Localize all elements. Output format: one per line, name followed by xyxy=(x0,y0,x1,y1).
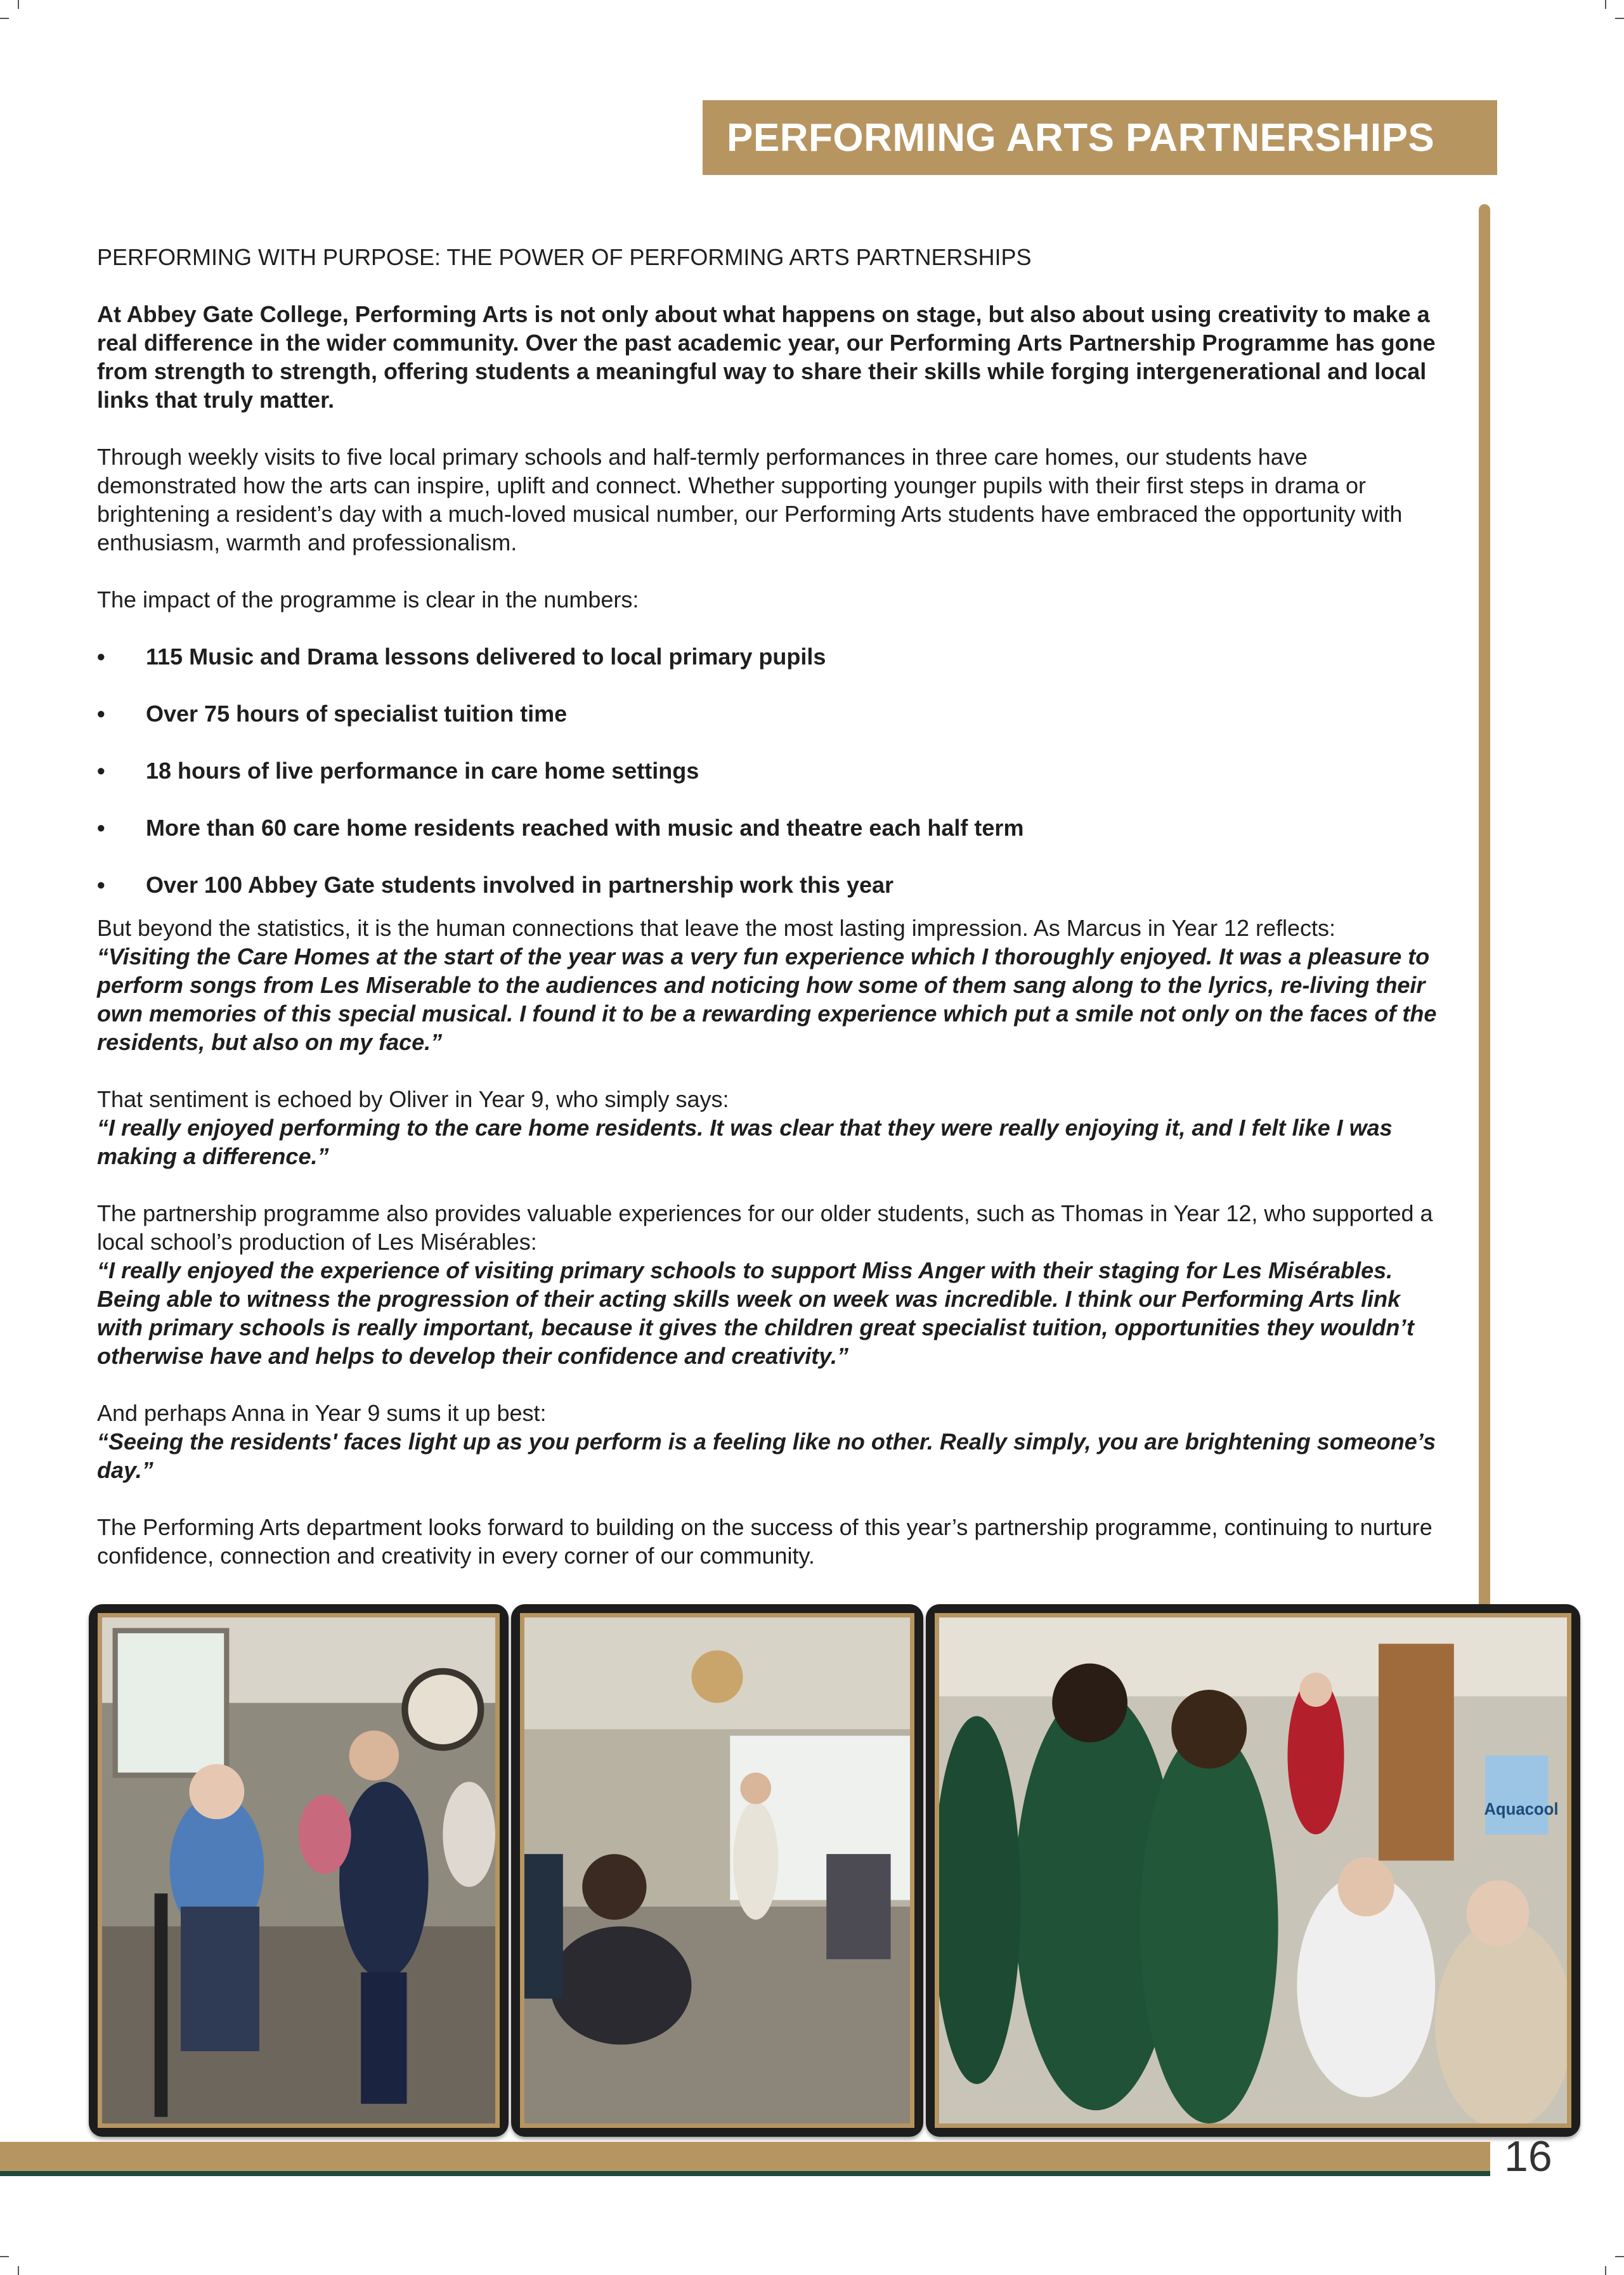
quote-text: “I really enjoyed the experience of visiting primary schools to support Miss Anger with their staging for Les Misérables. Being able to witness the progression of their acting skills week on week was incredible. I think our Performing Arts link with primary schools is really important, because it gives the children great specialist tuition, opportunities they wouldn’t otherwise have and helps to develop their confidence and creativity.” xyxy=(97,1257,1415,1369)
photo-musical-performance xyxy=(520,1613,914,2128)
bullet: • xyxy=(97,644,105,670)
crop-mark xyxy=(18,2266,19,2275)
stats-list xyxy=(97,642,1448,899)
section-banner xyxy=(703,100,1497,175)
impact-intro: The impact of the programme is clear in the numbers: xyxy=(97,587,639,612)
crop-mark xyxy=(1605,0,1606,9)
bullet: • xyxy=(97,872,105,898)
page-number: 16 xyxy=(1504,2132,1552,2181)
photo-christmas-visit xyxy=(935,1613,1571,2128)
quote-block-marcus xyxy=(97,914,1448,1056)
quote-block-oliver xyxy=(97,1085,1448,1170)
quote-intro: And perhaps Anna in Year 9 sums it up best: xyxy=(97,1400,547,1426)
crop-mark xyxy=(1605,2266,1606,2275)
crop-mark xyxy=(1615,2256,1624,2257)
body-paragraph: Through weekly visits to five local primary schools and half-termly performances in three care homes, our students have demonstrated how the arts can inspire, uplift and connect. Whether supporting younger pupils with their first steps in drama or brightening a resident’s day with a much-loved musical number, our Performing Arts students have embraced the opportunity with enthusiasm, warmth and professionalism. xyxy=(97,444,1403,555)
water-cooler-label: Aquacool xyxy=(1484,1799,1559,1819)
stat-text: Over 75 hours of specialist tuition time xyxy=(146,701,568,727)
list-item xyxy=(97,871,1448,899)
bullet: • xyxy=(97,815,105,841)
stat-text: 115 Music and Drama lessons delivered to local primary pupils xyxy=(146,644,826,670)
photo-care-home-visit xyxy=(98,1613,500,2128)
side-rule xyxy=(1479,204,1490,1613)
list-item xyxy=(97,642,1448,671)
closing-paragraph: The Performing Arts department looks forward to building on the success of this year’s partnership programme, continuing to nurture confidence, connection and creativity in every corner of our community. xyxy=(97,1514,1432,1569)
photo-frame xyxy=(89,1604,509,2137)
article-body xyxy=(97,243,1448,1598)
quote-intro: That sentiment is echoed by Oliver in Year 9, who simply says: xyxy=(97,1086,729,1112)
crop-mark xyxy=(0,18,9,19)
stat-text: More than 60 care home residents reached with music and theatre each half term xyxy=(146,815,1024,841)
photo-frame xyxy=(926,1604,1580,2137)
bullet: • xyxy=(97,758,105,784)
quote-intro: But beyond the statistics, it is the human connections that leave the most lasting impression. As Marcus in Year 12 reflects: xyxy=(97,915,1336,941)
quote-text: “Visiting the Care Homes at the start of the year was a very fun experience which I thoroughly enjoyed. It was a pleasure to perform songs from Les Miserable to the audiences and noticing how some of them sang along to the lyrics, re-living their own memories of this special musical. I found it to be a rewarding experience which put a smile not only on the faces of the residents, but also on my face.” xyxy=(97,943,1437,1055)
stat-text: Over 100 Abbey Gate students involved in partnership work this year xyxy=(146,872,894,898)
quote-text: “Seeing the residents' faces light up as you perform is a feeling like no other. Really simply, you are brightening someone’s day.” xyxy=(97,1429,1436,1483)
section-title: PERFORMING ARTS PARTNERSHIPS xyxy=(727,115,1435,160)
stat-text: 18 hours of live performance in care home settings xyxy=(146,758,699,784)
footer-bar xyxy=(0,2142,1490,2171)
list-item xyxy=(97,756,1448,785)
quote-block-thomas xyxy=(97,1199,1448,1370)
intro-paragraph: At Abbey Gate College, Performing Arts is not only about what happens on stage, but also about using creativity to make a real difference in the wider community. Over the past academic year, our Performing Arts Partnership Programme has gone from strength to strength, offering students a meaningful way to share their skills while forging intergenerational and local links that truly matter. xyxy=(97,301,1436,413)
quote-block-anna xyxy=(97,1399,1448,1484)
footer-rule xyxy=(0,2171,1490,2176)
article-heading: PERFORMING WITH PURPOSE: THE POWER OF PERFORMING ARTS PARTNERSHIPS xyxy=(97,244,1032,270)
bullet: • xyxy=(97,701,105,727)
quote-text: “I really enjoyed performing to the care home residents. It was clear that they were really enjoying it, and I felt like I was making a difference.” xyxy=(97,1115,1393,1169)
list-item xyxy=(97,813,1448,842)
crop-mark xyxy=(1615,18,1624,19)
quote-intro: The partnership programme also provides valuable experiences for our older students, such as Thomas in Year 12, who supported a local school’s production of Les Misérables: xyxy=(97,1200,1433,1255)
crop-mark xyxy=(18,0,19,9)
crop-mark xyxy=(0,2256,9,2257)
list-item xyxy=(97,699,1448,728)
photo-frame xyxy=(511,1604,923,2137)
